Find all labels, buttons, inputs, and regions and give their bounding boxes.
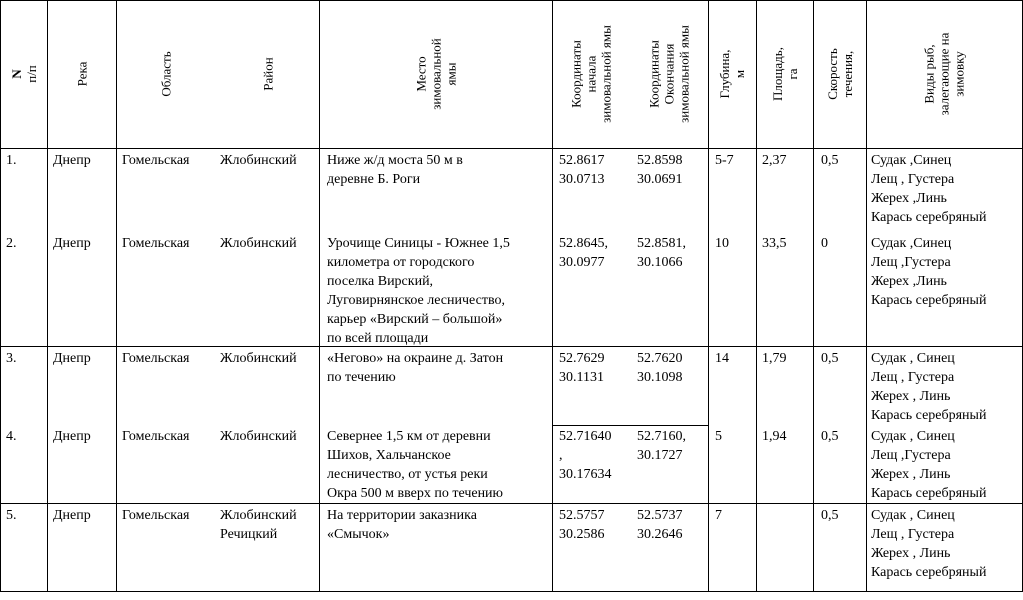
row-district: Жлобинский (220, 153, 297, 168)
row-coord-start: 52.8617 30.0713 (559, 153, 605, 187)
row-place: На территории заказника «Смычок» (327, 508, 477, 542)
row-species: Судак , Синец Лещ , Густера Жерех , Линь Карась серебряный (871, 351, 987, 423)
header-coord-end (630, 0, 708, 148)
header-species (866, 0, 1022, 148)
grid-line (0, 591, 1023, 592)
row-place: Севернее 1,5 км от деревни Шихов, Хальчанское лесничество, от устья реки Окра 500 м вверх по течению (327, 429, 504, 501)
row-speed: 0,5 (821, 508, 839, 523)
row-coord-end: 52.7160, 30.1727 (637, 429, 686, 463)
row-region: Гомельская (122, 508, 190, 523)
header-coord-start-text: Координаты начала зимовальной ямы (568, 25, 614, 123)
header-num-text: N п/п (8, 65, 39, 83)
row-num: 2. (6, 236, 17, 251)
header-place (319, 0, 552, 148)
header-species-text: Виды рыб, залегающие на зимовку (921, 32, 967, 116)
header-area-text: Площадь, га (769, 47, 800, 101)
grid-line (552, 425, 708, 426)
row-speed: 0,5 (821, 351, 839, 366)
row-district: Жлобинский (220, 429, 297, 444)
row-region: Гомельская (122, 429, 190, 444)
row-coord-start: 52.5757 30.2586 (559, 508, 605, 542)
row-depth: 7 (715, 508, 722, 523)
row-place: «Негово» на окраине д. Затон по течению (327, 351, 504, 385)
row-area: 2,37 (762, 153, 787, 168)
row-speed: 0,5 (821, 153, 839, 168)
row-depth: 14 (715, 351, 729, 366)
row-num: 5. (6, 508, 17, 523)
grid-line (0, 503, 1023, 504)
row-river: Днепр (53, 236, 91, 251)
row-speed: 0,5 (821, 429, 839, 444)
row-coord-end: 52.7620 30.1098 (637, 351, 683, 385)
row-num: 3. (6, 351, 17, 366)
row-area: 33,5 (762, 236, 787, 251)
header-coord-end-text: Координаты Окончания зимовальной ямы (646, 25, 692, 123)
row-region: Гомельская (122, 153, 190, 168)
header-district (216, 0, 319, 148)
header-num (0, 0, 47, 148)
header-river-text: Река (74, 61, 89, 87)
row-depth: 10 (715, 236, 729, 251)
header-coord-start (552, 0, 630, 148)
header-speed (813, 0, 866, 148)
row-district: Жлобинский (220, 351, 297, 366)
row-area: 1,79 (762, 351, 787, 366)
row-river: Днепр (53, 153, 91, 168)
row-coord-end: 52.5737 30.2646 (637, 508, 683, 542)
row-species: Судак , Синец Лещ ,Густера Жерех , Линь Карась серебряный (871, 429, 987, 501)
header-area (756, 0, 813, 148)
row-depth: 5-7 (715, 153, 734, 168)
header-depth-text: Глубина, м (717, 49, 747, 99)
header-district-text: Район (260, 57, 275, 91)
row-speed: 0 (821, 236, 828, 251)
row-species: Судак , Синец Лещ , Густера Жерех , Линь Карась серебряный (871, 508, 987, 580)
row-species: Судак ,Синец Лещ , Густера Жерех ,Линь Карась серебряный (871, 153, 987, 225)
row-place: Урочище Синицы - Южнее 1,5 километра от городского поселка Вирский, Луговирнянское лесничество, карьер «Вирский – большой» по всей площади (327, 236, 510, 346)
header-region (116, 0, 216, 148)
row-river: Днепр (53, 429, 91, 444)
row-num: 1. (6, 153, 17, 168)
grid-line (0, 346, 1023, 347)
row-region: Гомельская (122, 351, 190, 366)
header-speed-text: Скорость течения, (824, 48, 855, 100)
row-depth: 5 (715, 429, 722, 444)
grid-line (0, 148, 1023, 149)
row-coord-start: 52.71640 , 30.17634 (559, 429, 612, 482)
row-coord-start: 52.7629 30.1131 (559, 351, 605, 385)
header-region-text: Область (158, 51, 174, 97)
header-river (47, 0, 116, 148)
row-place: Ниже ж/д моста 50 м в деревне Б. Роги (327, 153, 463, 187)
row-species: Судак ,Синец Лещ ,Густера Жерех ,Линь Карась серебряный (871, 236, 987, 308)
row-river: Днепр (53, 508, 91, 523)
row-coord-end: 52.8581, 30.1066 (637, 236, 686, 270)
row-num: 4. (6, 429, 17, 444)
row-river: Днепр (53, 351, 91, 366)
row-coord-start: 52.8645, 30.0977 (559, 236, 608, 270)
row-region: Гомельская (122, 236, 190, 251)
row-area: 1,94 (762, 429, 787, 444)
header-depth (708, 0, 756, 148)
header-place-text: Место зимовальной ямы (413, 38, 458, 110)
row-coord-end: 52.8598 30.0691 (637, 153, 683, 187)
row-district: Жлобинский Речицкий (220, 508, 297, 542)
row-district: Жлобинский (220, 236, 297, 251)
